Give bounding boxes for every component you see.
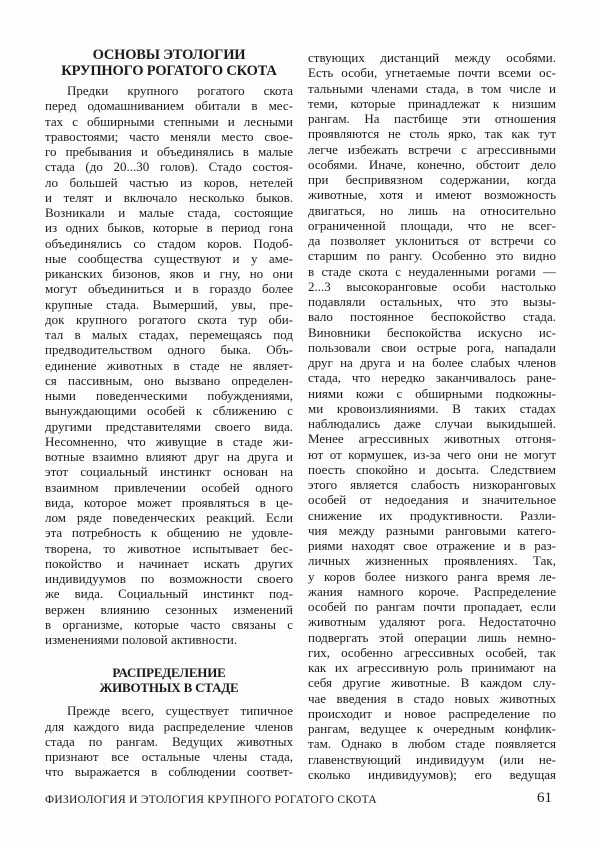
text-line: ограниченной площади, что не всег- [308, 217, 556, 233]
running-footer: ФИЗИОЛОГИЯ И ЭТОЛОГИЯ КРУПНОГО РОГАТОГО СКОТА [45, 794, 378, 806]
text-line: эта потребность к общению не удовле- [45, 525, 293, 541]
text-line: 2...3 высокоранговые особи настолько [308, 278, 556, 294]
text-line: животные, хотя и имеют возможность [308, 187, 556, 203]
text-line: рангам. На пастбище эти отношения [308, 111, 556, 126]
subsection-body-right [308, 50, 556, 782]
text-line: у коров более низкого ранга время ле- [308, 568, 556, 584]
text-line: ся пассивным, оно вызвано определен- [45, 372, 293, 388]
text-line: травостоями; часто меняли место свое- [45, 128, 293, 144]
text-line: крупные стада. Вымерший, увы, пре- [45, 296, 293, 312]
text-line: при беспривязном содержании, когда [308, 172, 556, 187]
text-line: Виновники беспокойства искусно ис- [308, 324, 556, 340]
subsection-title-line: РАСПРЕДЕЛЕНИЕ [112, 665, 226, 681]
text-line: признают все остальные члены стада, [45, 749, 293, 764]
text-line: стада по рангам. Ведущих животных [45, 733, 293, 749]
text-line: ют от кормушек, из-за чего они не могут [308, 446, 556, 462]
text-line: особей от недоедания и значительное [308, 492, 556, 508]
text-line: сколько индивидуумов); его ведущая [308, 766, 556, 782]
text-line: ствующих дистанций между особями. [308, 50, 556, 65]
text-line: риканских бизонов, яков и гну, но они [45, 266, 293, 281]
text-line: наблюдались даже случаи выкидышей. [308, 416, 556, 431]
text-line: ло большей частью из коров, нетелей [45, 174, 293, 190]
text-line: объединялись со стадом коров. Подоб- [45, 235, 293, 251]
text-line: док крупного рогатого скота тур оби- [45, 311, 293, 327]
text-line: в стаде скота с неудаленными рогами — [308, 263, 556, 279]
text-line: другими представителями своего вида. [45, 418, 293, 434]
text-line: рангам, ведущее к очередным конфлик- [308, 721, 556, 736]
text-line: Менее агрессивных животных отгоня- [308, 431, 556, 447]
text-line: из одних быков, которые в период гона [45, 220, 293, 236]
text-line: поесть спокойно и досыта. Следствием [308, 461, 556, 477]
text-line: Есть особи, угнетаемые почти всеми ос- [308, 65, 556, 81]
text-line: что выражается в соблюдении соответ- [45, 764, 293, 780]
text-line: друг на друга и на более слабых членов [308, 355, 556, 370]
text-line: ми кровоизлияниями. В таких стадах [308, 400, 556, 416]
text-line: взаимном привлечении особей одного [45, 479, 293, 495]
text-line: подавляли остальных, что это вызы- [308, 294, 556, 309]
text-line: подвергать этой операции лишь немно- [308, 629, 556, 645]
text-line: себя другие животные. В каждом слу- [308, 675, 556, 691]
text-line: пользовали свои острые рога, нападали [308, 339, 556, 355]
text-line: ниями кожи с обширными подкожны- [308, 385, 556, 401]
text-line: там. Однако в любом стаде появляется [308, 736, 556, 752]
text-line: вынуждающими особей к сближению с [45, 403, 293, 419]
subsection-body-left [45, 703, 293, 779]
text-line: главенствующий индивидуум (или не- [308, 751, 556, 767]
text-line: го пребывания и объединялись в малые [45, 144, 293, 159]
text-line: риями находят свое отражение и в раз- [308, 538, 556, 553]
text-line: ными поведенческими побуждениями, [45, 388, 293, 403]
text-line: снижение их продуктивности. Разли- [308, 507, 556, 523]
text-line: могут объединиться и в гораздо более [45, 281, 293, 297]
left-column [45, 48, 293, 780]
text-line: личных жизненных проявлениях. Так, [308, 553, 556, 569]
text-line: теми, которые принадлежат к низшим [308, 95, 556, 111]
text-line: жания намного короче. Распределение [308, 583, 556, 599]
text-line: чае введения в стадо новых животных [308, 690, 556, 706]
text-line: в организме, которые часто связаны с [45, 616, 293, 632]
text-line: предводительством одного быка. Объ- [45, 342, 293, 358]
text-line: покойство и начинает искать других [45, 555, 293, 571]
text-line: же вида. Социальный инстинкт под- [45, 586, 293, 602]
text-line: тах с обширными степными и лесными [45, 113, 293, 129]
text-line: и телят и включало несколько быков. [45, 189, 293, 205]
text-line: вотные взаимно влияют друг на друга и [45, 449, 293, 464]
text-line: вержен влиянию сезонных изменений [45, 601, 293, 617]
text-line: Возникали и малые стада, состоящие [45, 205, 293, 220]
page-number: 61 [537, 790, 552, 806]
text-line: старшим по рангу. Особенно это видно [308, 248, 556, 264]
section-title-line: КРУПНОГО РОГАТОГО СКОТА [61, 62, 277, 79]
subsection-title [45, 665, 293, 695]
text-line: особями. Иначе, конечно, обстоит дело [308, 156, 556, 172]
text-line: проявляются не столь ярко, так как тут [308, 126, 556, 142]
text-line: да позволяет уклониться от встречи со [308, 233, 556, 248]
text-line: вида, которое может проявляться в це- [45, 494, 293, 510]
text-line: чия между разными ранговыми катего- [308, 522, 556, 538]
text-line: для каждого вида распределение членов [45, 718, 293, 734]
text-line: двигаться, но лишь на относительно [308, 202, 556, 218]
text-line: этого является слабость низкоранговых [308, 477, 556, 492]
text-line: лом ряде поведенческих реакций. Если [45, 510, 293, 525]
text-line: тал в малых стадах, перемещаясь под [45, 327, 293, 342]
text-line: тальными членами стада, в том числе и [308, 80, 556, 96]
text-line: Прежде всего, существует типичное [67, 703, 293, 719]
text-line: Предки крупного рогатого скота [67, 83, 293, 98]
text-line: как их агрессивную роль принимают на [308, 660, 556, 675]
text-line: гих, особенно агрессивных особей, так [308, 644, 556, 660]
text-line: ные сообщества существуют и у аме- [45, 250, 293, 266]
text-line: вало постоянное беспокойство стада. [308, 309, 556, 325]
text-line: Несомненно, что живущие в стаде жи- [45, 433, 293, 449]
right-column [308, 50, 556, 782]
text-line: стада, что нередко заканчивалось ране- [308, 370, 556, 386]
text-line: происходит и новое распределение по [308, 705, 556, 721]
section-title [45, 48, 293, 79]
text-line: единение животных в стаде не являет- [45, 357, 293, 373]
text-line: особей по рангам почти пропадает, если [308, 599, 556, 614]
subsection-title-line: ЖИВОТНЫХ В СТАДЕ [99, 680, 239, 696]
text-line: перед одомашниванием обитали в мес- [45, 98, 293, 114]
section-body [45, 83, 293, 647]
text-line: животным удаляют рога. Недостаточно [308, 614, 556, 630]
text-line: этот социальный инстинкт основан на [45, 464, 293, 480]
text-line: творена, то животное испытывает бес- [45, 540, 293, 556]
section-title-line: ОСНОВЫ ЭТОЛОГИИ [92, 47, 246, 63]
text-line: легче избежать встречи с агрессивными [308, 141, 556, 157]
text-line: стада (до 20...30 голов). Стадо состоя- [45, 159, 293, 175]
text-line: индивидуумов по возможности своего [45, 571, 293, 586]
text-line: изменениями половой активности. [45, 632, 238, 647]
